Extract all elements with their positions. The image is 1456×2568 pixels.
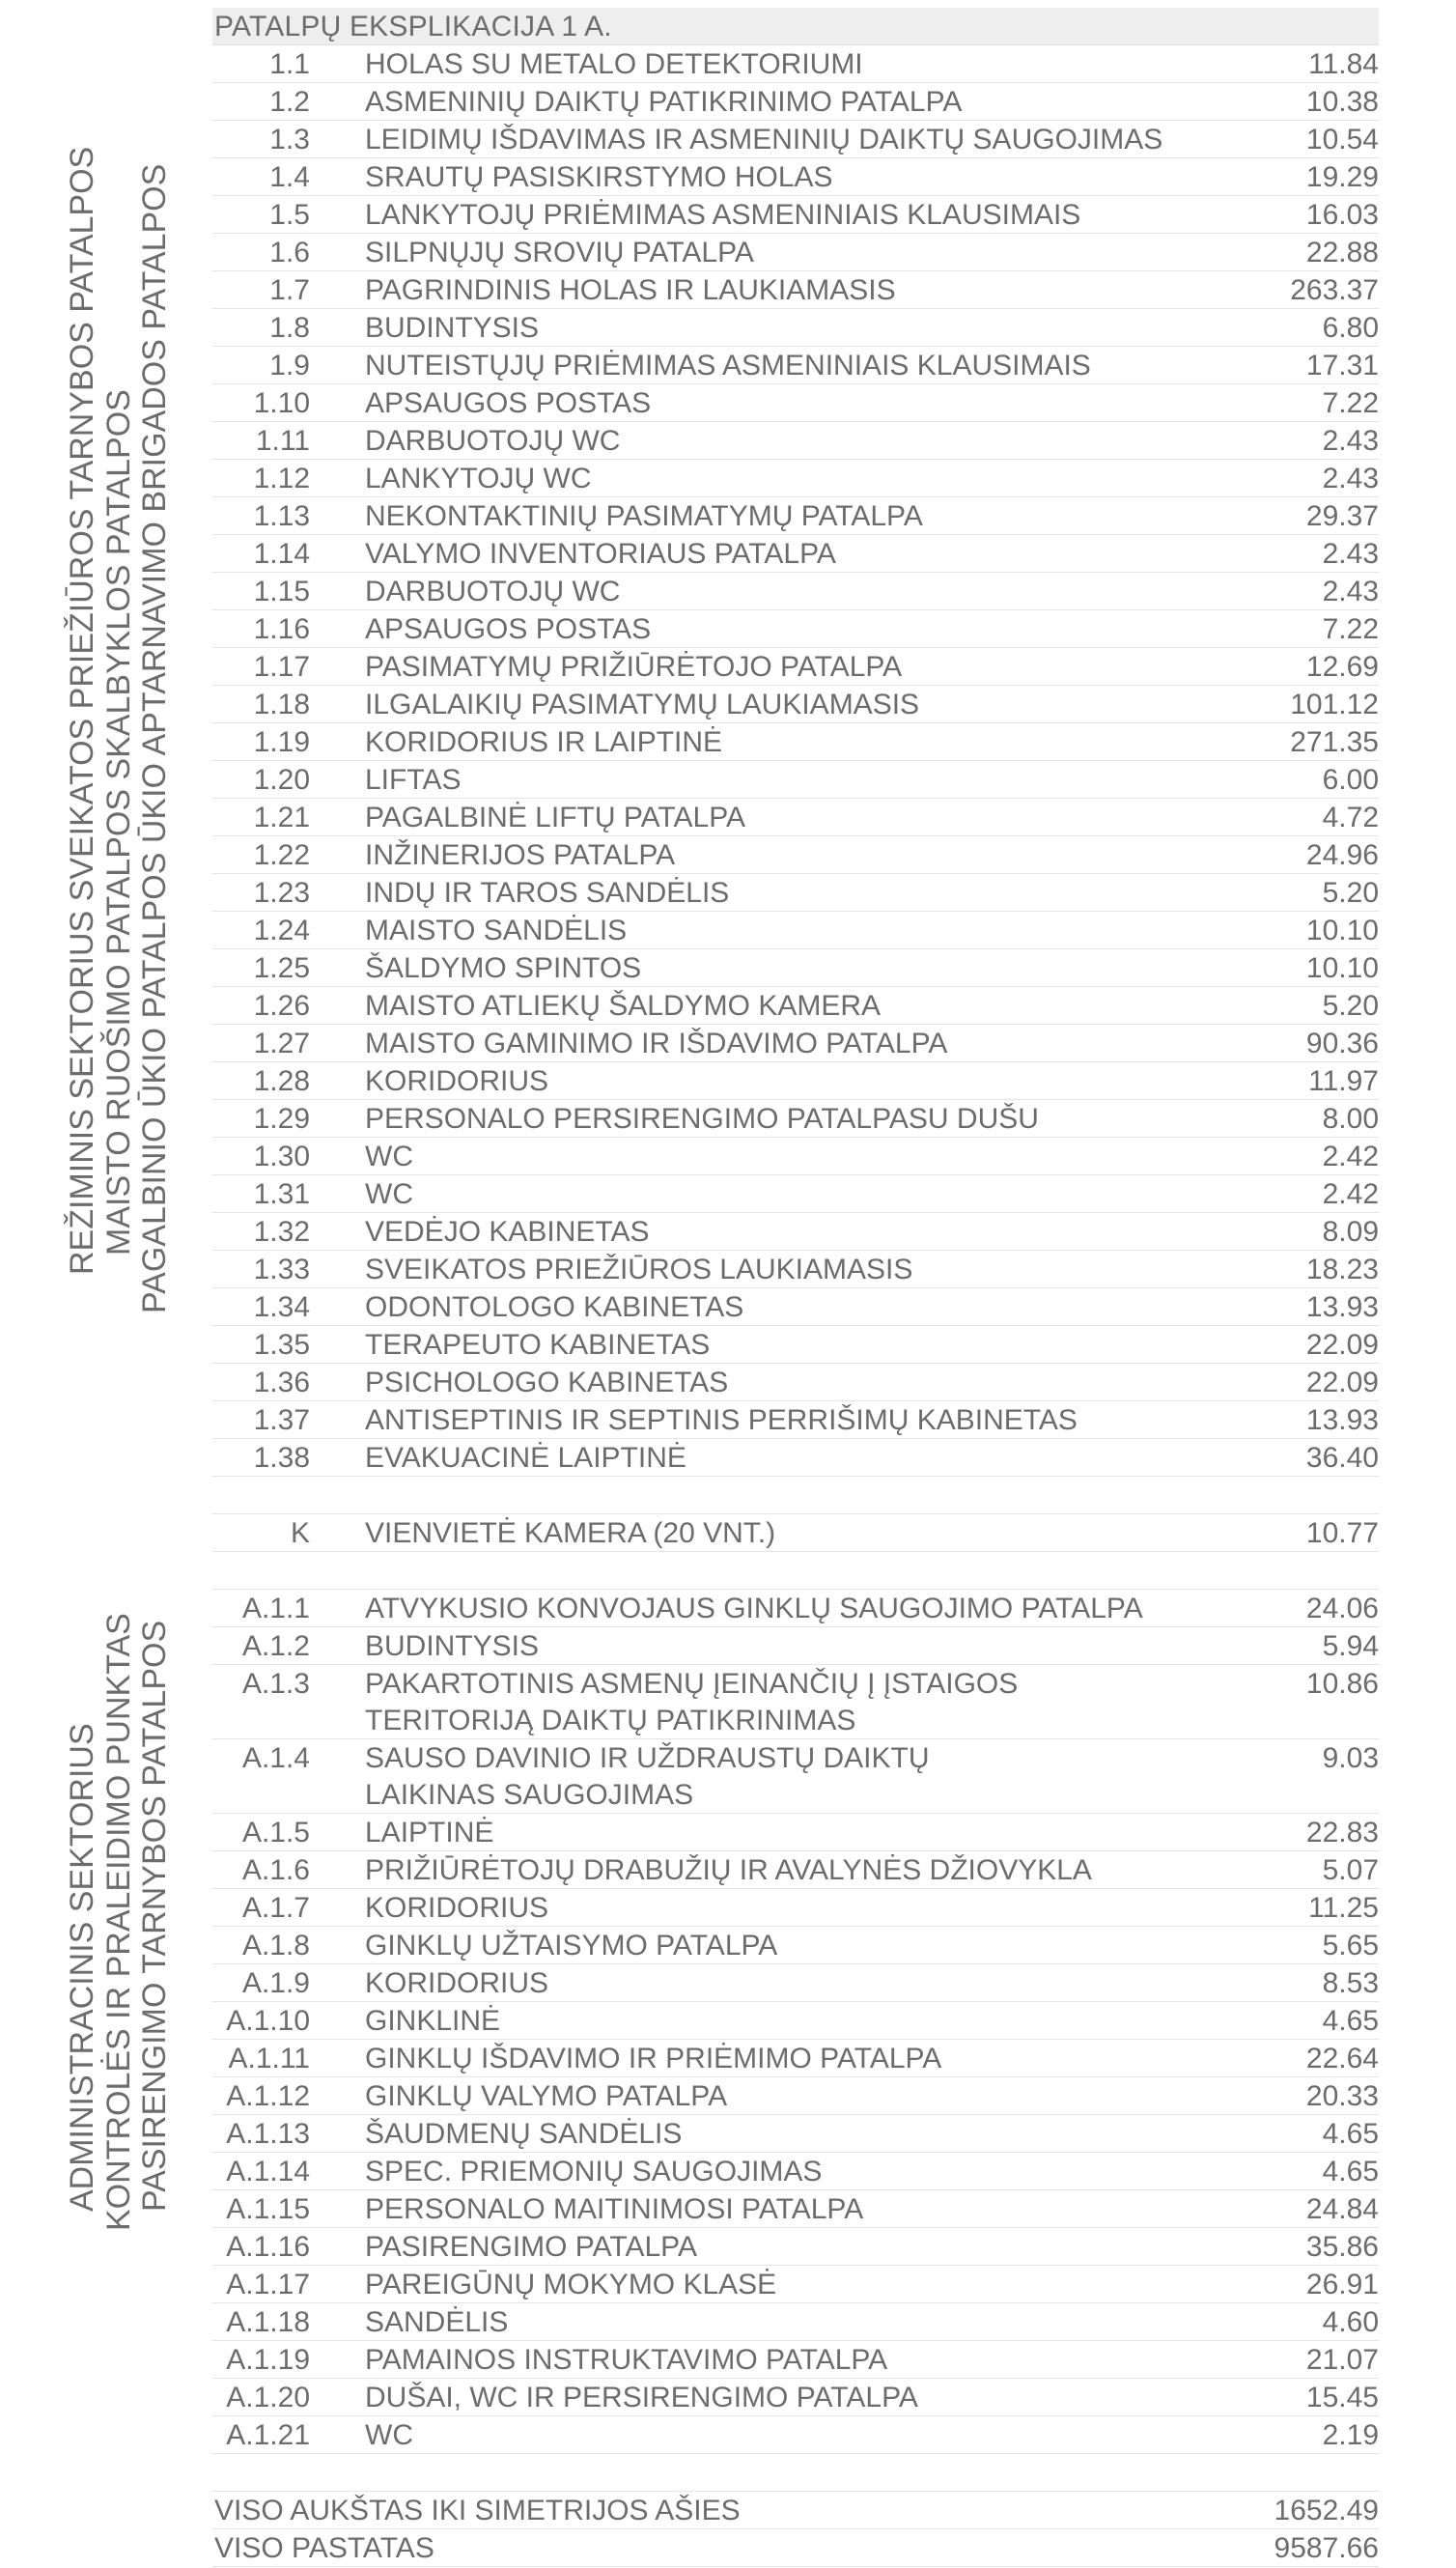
table-row xyxy=(212,1665,1379,1739)
row-number: 1.4 xyxy=(269,161,310,193)
table-row xyxy=(212,874,1379,912)
room-area: 6.80 xyxy=(1322,312,1379,344)
room-name: LAIPTINĖ xyxy=(365,1817,494,1848)
row-number: 1.6 xyxy=(269,237,310,268)
room-name: PRIŽIŪRĖTOJŲ DRABUŽIŲ IR AVALYNĖS DŽIOVYKLA xyxy=(365,1854,1092,1886)
room-name: KORIDORIUS xyxy=(365,1892,549,1924)
room-name: SAUSO DAVINIO IR UŽDRAUSTŲ DAIKTŲ LAIKINAS SAUGOJIMAS xyxy=(365,1742,930,1811)
table-row xyxy=(212,309,1379,347)
room-name: PAREIGŪNŲ MOKYMO KLASĖ xyxy=(365,2269,777,2300)
room-name: LANKYTOJŲ WC xyxy=(365,463,592,494)
table-row xyxy=(212,83,1379,121)
room-name: VALYMO INVENTORIAUS PATALPA xyxy=(365,538,836,570)
room-name: PSICHOLOGO KABINETAS xyxy=(365,1367,729,1398)
table-row xyxy=(212,573,1379,610)
side-label-regime-line2: MAISTO RUOŠIMO PATALPOS SKALBYKLOS PATALPOS xyxy=(100,389,137,1256)
table-row xyxy=(212,2040,1379,2077)
table-row xyxy=(212,1627,1379,1665)
room-name: KORIDORIUS xyxy=(365,1065,549,1097)
room-area: 17.31 xyxy=(1305,350,1379,381)
row-number: 1.24 xyxy=(253,915,310,946)
row-number: 1.8 xyxy=(269,312,310,344)
room-name: VISO AUKŠTAS IKI SIMETRIJOS AŠIES xyxy=(214,2495,741,2526)
side-label-admin-line1: ADMINISTRACINIS SEKTORIUS xyxy=(64,1723,100,2212)
row-number: 1.36 xyxy=(253,1367,310,1398)
room-name: LEIDIMŲ IŠDAVIMAS IR ASMENINIŲ DAIKTŲ SAUGOJIMAS xyxy=(365,124,1163,155)
row-number: A.1.8 xyxy=(241,1930,310,1961)
room-name: INŽINERIJOS PATALPA xyxy=(365,839,676,871)
table-row xyxy=(212,723,1379,761)
room-area: 5.07 xyxy=(1322,1854,1379,1886)
side-label-regime-line1: REŽIMINIS SEKTORIUS SVEIKATOS PRIEŽIŪROS TARNYBOS PATALPOS xyxy=(64,146,100,1275)
row-number: 1.21 xyxy=(253,802,310,833)
row-number: A.1.21 xyxy=(226,2419,310,2451)
row-number: A.1.10 xyxy=(226,2005,310,2037)
row-number: K xyxy=(290,1517,310,1549)
room-name: GINKLŲ VALYMO PATALPA xyxy=(365,2080,728,2112)
room-name: DARBUOTOJŲ WC xyxy=(365,576,621,607)
room-name: DARBUOTOJŲ WC xyxy=(365,425,621,457)
room-area: 2.19 xyxy=(1322,2419,1379,2451)
room-name: WC xyxy=(365,2419,413,2451)
table-row xyxy=(212,2077,1379,2115)
room-name: INDŲ IR TAROS SANDĖLIS xyxy=(365,877,730,909)
room-area: 4.65 xyxy=(1322,2118,1379,2150)
room-area: 18.23 xyxy=(1305,1254,1379,1285)
room-area: 6.00 xyxy=(1322,764,1379,796)
row-number: 1.22 xyxy=(253,839,310,871)
room-name: NUTEISTŲJŲ PRIĖMIMAS ASMENINIAIS KLAUSIMAIS xyxy=(365,350,1091,381)
table-row xyxy=(212,610,1379,648)
room-area: 5.20 xyxy=(1322,990,1379,1022)
room-name: PERSONALO MAITINIMOSI PATALPA xyxy=(365,2193,864,2225)
room-area: 24.06 xyxy=(1305,1593,1379,1624)
row-number: 1.5 xyxy=(269,199,310,231)
row-number: 1.2 xyxy=(269,86,310,118)
table-row xyxy=(212,1401,1379,1439)
table-row xyxy=(212,2303,1379,2341)
room-area: 2.43 xyxy=(1322,576,1379,607)
table-row xyxy=(212,384,1379,422)
row-number: A.1.13 xyxy=(226,2118,310,2150)
row-number: 1.17 xyxy=(253,651,310,683)
row-number: 1.3 xyxy=(269,124,310,155)
table-row xyxy=(212,1100,1379,1138)
row-number: 1.27 xyxy=(253,1028,310,1059)
room-name: PAMAINOS INSTRUKTAVIMO PATALPA xyxy=(365,2344,888,2376)
table-row xyxy=(212,196,1379,234)
room-area: 10.77 xyxy=(1305,1517,1379,1549)
table-row xyxy=(212,497,1379,535)
room-area: 4.65 xyxy=(1322,2005,1379,2037)
table-row xyxy=(212,949,1379,987)
table-row xyxy=(212,1213,1379,1251)
room-name: MAISTO SANDĖLIS xyxy=(365,915,628,946)
table-row xyxy=(212,1889,1379,1927)
table-row xyxy=(212,1288,1379,1326)
room-area: 15.45 xyxy=(1305,2382,1379,2413)
room-area: 4.65 xyxy=(1322,2156,1379,2187)
row-number: 1.15 xyxy=(253,576,310,607)
table-row xyxy=(212,2115,1379,2153)
row-number: 1.13 xyxy=(253,500,310,532)
table-row xyxy=(212,1062,1379,1100)
room-name: GINKLINĖ xyxy=(365,2005,501,2037)
room-name: KORIDORIUS IR LAIPTINĖ xyxy=(365,726,723,758)
room-area: 9.03 xyxy=(1322,1742,1379,1774)
table-row xyxy=(212,1927,1379,1964)
room-area: 26.91 xyxy=(1305,2269,1379,2300)
row-number: 1.20 xyxy=(253,764,310,796)
room-area: 13.93 xyxy=(1305,1404,1379,1436)
side-label-regime-line3: PAGALBINIO ŪKIO PATALPOS ŪKIO APTARNAVIMO BRIGADOS PATALPOS xyxy=(136,163,173,1313)
room-name: SILPNŲJŲ SROVIŲ PATALPA xyxy=(365,237,754,268)
row-number: A.1.11 xyxy=(228,2043,310,2074)
room-name: HOLAS SU METALO DETEKTORIUMI xyxy=(365,48,863,80)
room-name: NEKONTAKTINIŲ PASIMATYMŲ PATALPA xyxy=(365,500,923,532)
room-area: 10.54 xyxy=(1305,124,1379,155)
total-rows xyxy=(212,2492,1379,2567)
room-area: 1652.49 xyxy=(1274,2495,1379,2526)
room-name: BUDINTYSIS xyxy=(365,312,540,344)
side-label-admin-line2: KONTROLĖS IR PRALEIDIMO PUNKTAS xyxy=(100,1613,137,2231)
row-number: 1.34 xyxy=(253,1291,310,1323)
row-number: A.1.18 xyxy=(226,2306,310,2338)
room-name: BUDINTYSIS xyxy=(365,1630,540,1662)
row-number: A.1.2 xyxy=(241,1630,310,1662)
table-row xyxy=(212,1364,1379,1401)
table-row xyxy=(212,234,1379,271)
row-number: 1.28 xyxy=(253,1065,310,1097)
row-number: 1.25 xyxy=(253,952,310,984)
room-name: PASIRENGIMO PATALPA xyxy=(365,2231,697,2263)
table-row xyxy=(212,2379,1379,2416)
room-area: 24.96 xyxy=(1305,839,1379,871)
room-area: 19.29 xyxy=(1305,161,1379,193)
row-number: 1.35 xyxy=(253,1329,310,1361)
room-area: 7.22 xyxy=(1322,387,1379,419)
table-row xyxy=(212,648,1379,686)
table-row xyxy=(212,2190,1379,2228)
table-row xyxy=(212,1814,1379,1851)
table-row xyxy=(212,2529,1379,2567)
room-area: 22.09 xyxy=(1305,1329,1379,1361)
table-row xyxy=(212,1739,1379,1814)
room-area: 10.10 xyxy=(1305,952,1379,984)
table-row xyxy=(212,535,1379,573)
row-number: A.1.20 xyxy=(226,2382,310,2413)
room-name: EVAKUACINĖ LAIPTINĖ xyxy=(365,1442,686,1474)
room-area: 21.07 xyxy=(1305,2344,1379,2376)
room-area: 2.43 xyxy=(1322,425,1379,457)
room-name: KORIDORIUS xyxy=(365,1967,549,1999)
room-name: SVEIKATOS PRIEŽIŪROS LAUKIAMASIS xyxy=(365,1254,913,1285)
table-row xyxy=(212,2341,1379,2379)
room-name: PERSONALO PERSIRENGIMO PATALPASU DUŠU xyxy=(365,1103,1039,1135)
spacer-row xyxy=(212,2454,1379,2492)
room-area: 5.20 xyxy=(1322,877,1379,909)
room-area: 10.86 xyxy=(1305,1668,1379,1700)
room-area: 4.60 xyxy=(1322,2306,1379,2338)
room-name: GINKLŲ IŠDAVIMO IR PRIĖMIMO PATALPA xyxy=(365,2043,942,2074)
room-area: 35.86 xyxy=(1305,2231,1379,2263)
room-area: 2.42 xyxy=(1322,1141,1379,1172)
room-name: SANDĖLIS xyxy=(365,2306,509,2338)
room-area: 101.12 xyxy=(1290,689,1379,720)
table-row xyxy=(212,422,1379,460)
room-name: SRAUTŲ PASISKIRSTYMO HOLAS xyxy=(365,161,833,193)
table-row xyxy=(212,1138,1379,1175)
row-number: 1.12 xyxy=(253,463,310,494)
table-row xyxy=(212,460,1379,497)
table-row xyxy=(212,1964,1379,2002)
room-area: 2.43 xyxy=(1322,538,1379,570)
table-row xyxy=(212,271,1379,309)
room-name: GINKLŲ UŽTAISYMO PATALPA xyxy=(365,1930,778,1961)
row-number: 1.26 xyxy=(253,990,310,1022)
table-row xyxy=(212,987,1379,1025)
side-label-admin-line3: PASIRENGIMO TARNYBOS PATALPOS xyxy=(136,1620,173,2212)
table-row xyxy=(212,2416,1379,2454)
row-number: 1.14 xyxy=(253,538,310,570)
room-name: LANKYTOJŲ PRIĖMIMAS ASMENINIAIS KLAUSIMAIS xyxy=(365,199,1081,231)
table-row xyxy=(212,2492,1379,2529)
room-area: 10.38 xyxy=(1305,86,1379,118)
room-name: APSAUGOS POSTAS xyxy=(365,387,652,419)
room-name: PASIMATYMŲ PRIŽIŪRĖTOJO PATALPA xyxy=(365,651,903,683)
room-area: 263.37 xyxy=(1290,274,1379,306)
table-row xyxy=(212,1590,1379,1627)
row-number: A.1.15 xyxy=(226,2193,310,2225)
table-row xyxy=(212,45,1379,83)
row-number: A.1.5 xyxy=(241,1817,310,1848)
row-number: 1.10 xyxy=(253,387,310,419)
room-area: 11.97 xyxy=(1308,1065,1379,1097)
table-row-k xyxy=(212,1514,1379,1552)
room-area: 24.84 xyxy=(1305,2193,1379,2225)
table-row xyxy=(212,158,1379,196)
room-name: WC xyxy=(365,1141,413,1172)
table-row xyxy=(212,1025,1379,1062)
room-area: 22.09 xyxy=(1305,1367,1379,1398)
main-rows xyxy=(212,45,1379,1477)
room-name: MAISTO ATLIEKŲ ŠALDYMO KAMERA xyxy=(365,990,882,1022)
room-area: 12.69 xyxy=(1305,651,1379,683)
room-name: PAKARTOTINIS ASMENŲ ĮEINANČIŲ Į ĮSTAIGOS TERITORIJĄ DAIKTŲ PATIKRINIMAS xyxy=(365,1668,1019,1736)
row-number: 1.16 xyxy=(253,613,310,645)
room-area: 22.83 xyxy=(1305,1817,1379,1848)
row-number: 1.7 xyxy=(269,274,310,306)
table-row xyxy=(212,347,1379,384)
table-row xyxy=(212,1251,1379,1288)
table-title: PATALPŲ EKSPLIKACIJA 1 A. xyxy=(212,8,1379,45)
row-number: 1.23 xyxy=(253,877,310,909)
row-number: 1.31 xyxy=(253,1178,310,1210)
room-name: APSAUGOS POSTAS xyxy=(365,613,652,645)
table-row xyxy=(212,2002,1379,2040)
row-number: 1.1 xyxy=(269,48,310,80)
room-name: ANTISEPTINIS IR SEPTINIS PERRIŠIMŲ KABINETAS xyxy=(365,1404,1078,1436)
spacer-row xyxy=(212,1552,1379,1590)
row-number: 1.37 xyxy=(253,1404,310,1436)
room-name: DUŠAI, WC IR PERSIRENGIMO PATALPA xyxy=(365,2382,918,2413)
room-area: 16.03 xyxy=(1305,199,1379,231)
room-area: 5.65 xyxy=(1322,1930,1379,1961)
room-name: VEDĖJO KABINETAS xyxy=(365,1216,650,1248)
row-number: 1.11 xyxy=(255,425,310,457)
row-number: 1.9 xyxy=(269,350,310,381)
table-row xyxy=(212,2153,1379,2190)
table-row xyxy=(212,2228,1379,2266)
room-area: 10.10 xyxy=(1305,915,1379,946)
table-row xyxy=(212,121,1379,158)
row-number: A.1.4 xyxy=(241,1742,310,1774)
admin-rows xyxy=(212,1590,1379,2454)
table-row xyxy=(212,2266,1379,2303)
room-area: 9587.66 xyxy=(1274,2532,1379,2564)
row-number: 1.38 xyxy=(253,1442,310,1474)
room-area: 36.40 xyxy=(1305,1442,1379,1474)
table-row xyxy=(212,686,1379,723)
room-name: MAISTO GAMINIMO IR IŠDAVIMO PATALPA xyxy=(365,1028,948,1059)
room-area: 2.42 xyxy=(1322,1178,1379,1210)
row-number: 1.33 xyxy=(253,1254,310,1285)
room-area: 20.33 xyxy=(1305,2080,1379,2112)
row-number: A.1.7 xyxy=(241,1892,310,1924)
row-number: A.1.17 xyxy=(226,2269,310,2300)
room-name: ODONTOLOGO KABINETAS xyxy=(365,1291,744,1323)
room-area: 11.84 xyxy=(1308,48,1379,80)
room-area: 7.22 xyxy=(1322,613,1379,645)
room-area: 271.35 xyxy=(1290,726,1379,758)
row-number: A.1.16 xyxy=(226,2231,310,2263)
row-number: A.1.9 xyxy=(241,1967,310,1999)
table-row xyxy=(212,1851,1379,1889)
room-area: 2.43 xyxy=(1322,463,1379,494)
table-row xyxy=(212,912,1379,949)
room-name: ŠALDYMO SPINTOS xyxy=(365,952,642,984)
room-area: 22.88 xyxy=(1305,237,1379,268)
explication-table xyxy=(212,8,1379,2567)
row-number: 1.29 xyxy=(253,1103,310,1135)
room-name: WC xyxy=(365,1178,413,1210)
room-name: VIENVIETĖ KAMERA (20 VNT.) xyxy=(365,1517,776,1549)
spacer-row xyxy=(212,1477,1379,1514)
room-name: ŠAUDMENŲ SANDĖLIS xyxy=(365,2118,683,2150)
room-area: 8.09 xyxy=(1322,1216,1379,1248)
room-area: 8.00 xyxy=(1322,1103,1379,1135)
table-row xyxy=(212,799,1379,836)
row-number: A.1.3 xyxy=(241,1668,310,1700)
row-number: 1.30 xyxy=(253,1141,310,1172)
room-name: PAGRINDINIS HOLAS IR LAUKIAMASIS xyxy=(365,274,896,306)
room-area: 5.94 xyxy=(1322,1630,1379,1662)
room-area: 8.53 xyxy=(1322,1967,1379,1999)
row-number: A.1.12 xyxy=(226,2080,310,2112)
row-number: 1.32 xyxy=(253,1216,310,1248)
room-area: 90.36 xyxy=(1305,1028,1379,1059)
row-number: A.1.1 xyxy=(241,1593,310,1624)
table-row xyxy=(212,761,1379,799)
room-area: 29.37 xyxy=(1305,500,1379,532)
table-row xyxy=(212,836,1379,874)
room-name: PAGALBINĖ LIFTŲ PATALPA xyxy=(365,802,745,833)
room-name: ASMENINIŲ DAIKTŲ PATIKRINIMO PATALPA xyxy=(365,86,963,118)
room-name: VISO PASTATAS xyxy=(214,2532,434,2564)
room-name: ATVYKUSIO KONVOJAUS GINKLŲ SAUGOJIMO PATALPA xyxy=(365,1593,1143,1624)
row-number: 1.19 xyxy=(253,726,310,758)
room-name: TERAPEUTO KABINETAS xyxy=(365,1329,711,1361)
table-row xyxy=(212,1439,1379,1477)
room-name: LIFTAS xyxy=(365,764,462,796)
row-number: A.1.19 xyxy=(226,2344,310,2376)
room-area: 11.25 xyxy=(1308,1892,1379,1924)
room-name: ILGALAIKIŲ PASIMATYMŲ LAUKIAMASIS xyxy=(365,689,920,720)
room-area: 22.64 xyxy=(1305,2043,1379,2074)
row-number: 1.18 xyxy=(253,689,310,720)
room-area: 4.72 xyxy=(1322,802,1379,833)
row-number: A.1.6 xyxy=(241,1854,310,1886)
table-row xyxy=(212,1175,1379,1213)
room-name: SPEC. PRIEMONIŲ SAUGOJIMAS xyxy=(365,2156,823,2187)
room-area: 13.93 xyxy=(1305,1291,1379,1323)
row-number: A.1.14 xyxy=(226,2156,310,2187)
table-row xyxy=(212,1326,1379,1364)
